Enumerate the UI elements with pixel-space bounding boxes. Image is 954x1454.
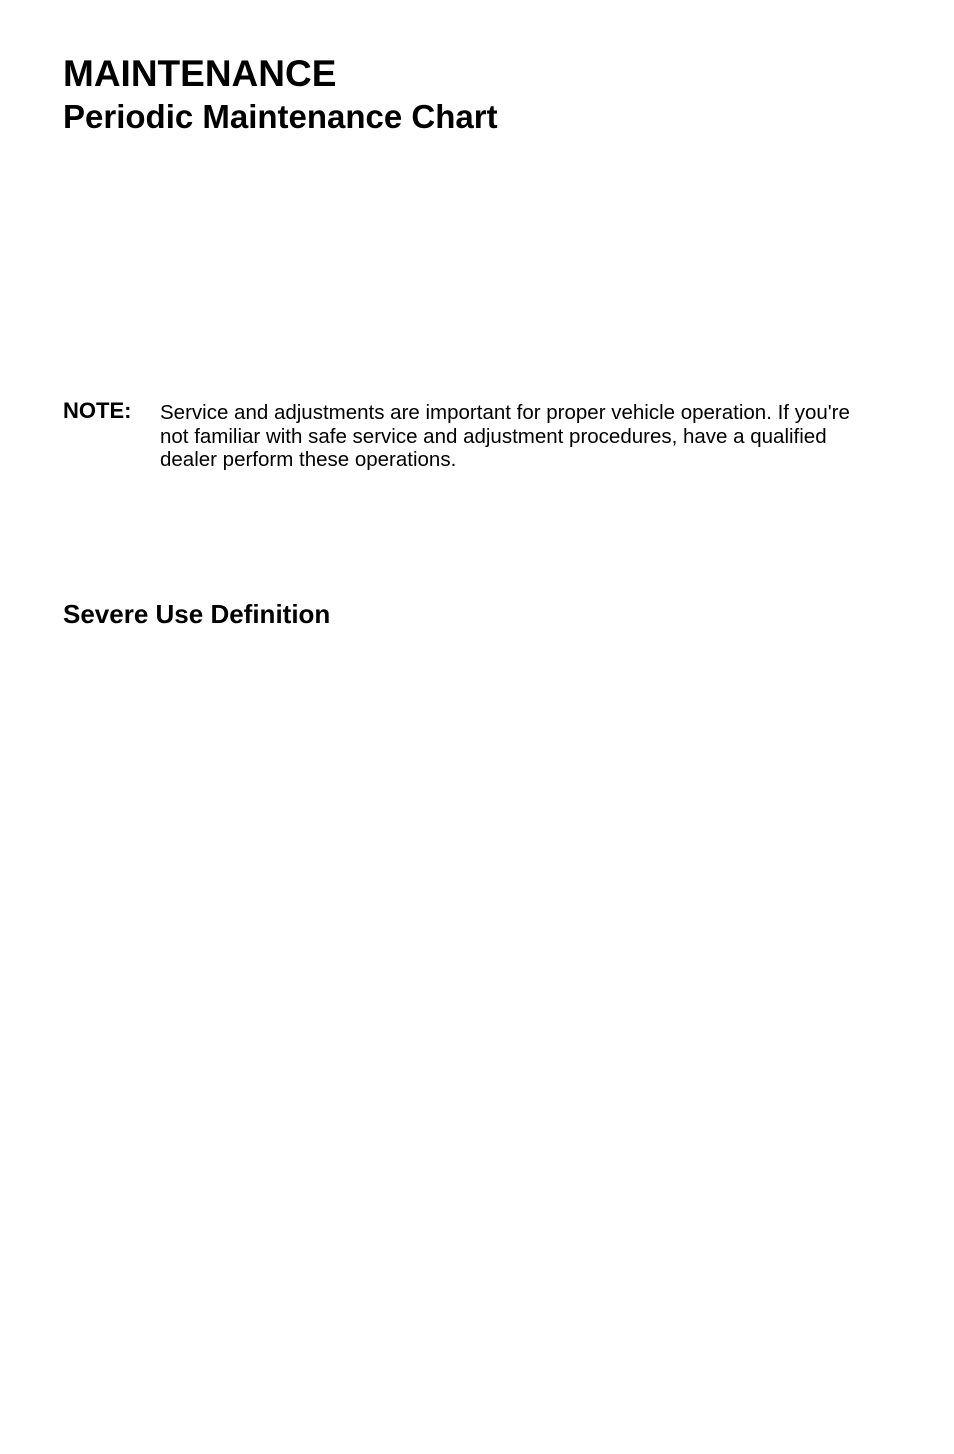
note-block [63, 397, 883, 472]
note-text: Service and adjustments are important for proper vehicle operation. If you're not familiar with safe service and adjustment procedures, have a qualified dealer perform these operations. [160, 401, 850, 471]
note-label: NOTE: [63, 398, 132, 423]
page-title: MAINTENANCE [63, 53, 337, 94]
page-subtitle: Periodic Maintenance Chart [63, 98, 498, 135]
severe-use-heading: Severe Use Definition [63, 599, 331, 629]
